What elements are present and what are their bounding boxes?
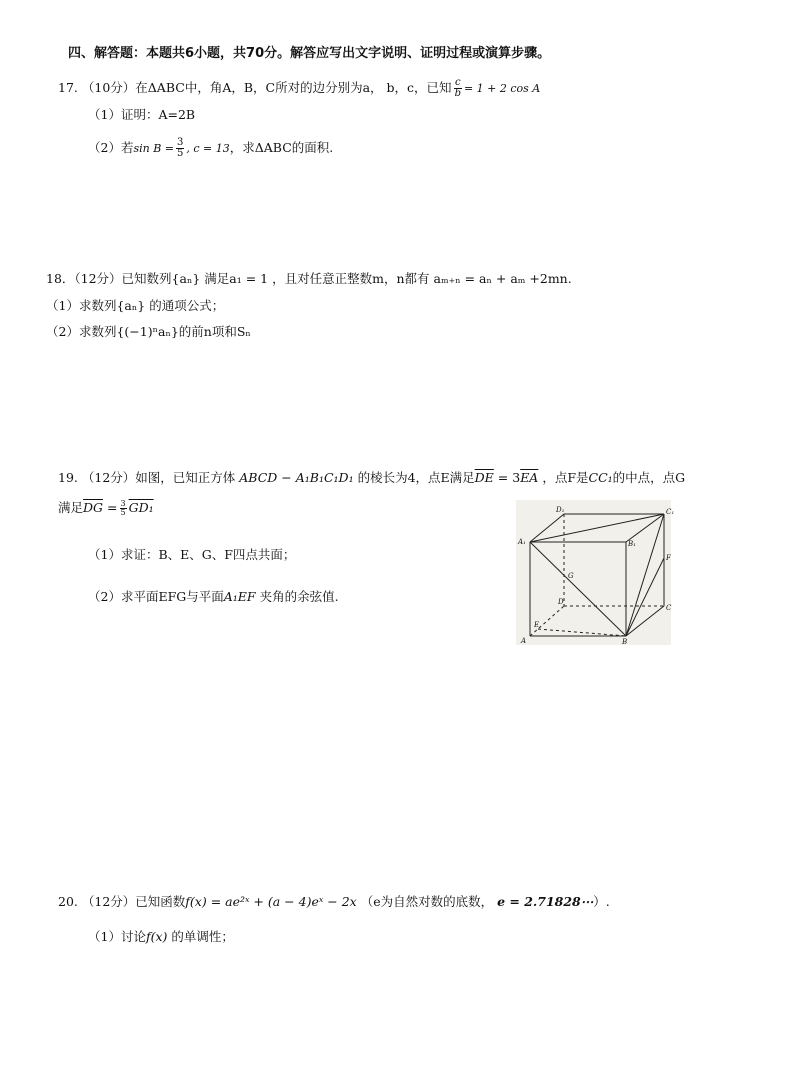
cube-diagram: [516, 500, 675, 646]
section-title: 四、解答题：本题共6小题，共70分。解答应写出文字说明、证明过程或演算步骤。: [68, 46, 551, 61]
q20-points: （12分）: [81, 894, 136, 909]
q19-stem-b: 的棱长为4，点E满足: [357, 470, 475, 485]
segment-e-b-hidden: [538, 629, 626, 636]
q20-e-value: e = 2.71828⋯: [497, 894, 594, 909]
q17-frac-den: b: [454, 88, 461, 99]
q17-p2-d: ，求ΔABC的面积.: [229, 140, 334, 155]
q17-part-1: （1）证明：A=2B: [88, 107, 196, 122]
q20-p1-b: f(x): [145, 929, 168, 944]
q19-stem-a: 如图，已知正方体: [135, 470, 236, 485]
q19-number: 19.: [58, 470, 78, 485]
q19-line-2: [58, 500, 154, 517]
segment-b-c1: [626, 514, 664, 636]
q19-part-2: [88, 589, 339, 605]
q17-fraction: [454, 78, 462, 99]
q17-p2-frac-num: 3: [177, 137, 184, 148]
question-18: [46, 271, 572, 287]
q20-function: f(x) = ae²ˣ + (a − 4)eˣ − 2x: [185, 894, 357, 909]
q19-frac-den: 5: [120, 508, 126, 517]
q19-line2-a: 满足: [58, 500, 84, 515]
q19-vec-de: $\overline{DE}$: [474, 470, 494, 485]
q18-part-2: （2）求数列{(−1)ⁿaₙ}的前n项和Sₙ: [46, 324, 251, 339]
cube-figure: [516, 500, 675, 646]
edge-a1-d1: [530, 514, 564, 542]
q20-part-1: [88, 929, 234, 945]
q18-part-1: （1）求数列{aₙ} 的通项公式；: [46, 298, 225, 313]
q20-number: 20.: [58, 894, 78, 909]
segment-a1-c1: [530, 514, 664, 542]
q17-p2-b: sin B =: [133, 142, 174, 155]
q17-number: 17.: [58, 80, 78, 95]
q19-fraction: [120, 500, 127, 517]
q19-eq2: =: [107, 500, 118, 515]
q17-p2-frac-den: 5: [177, 148, 184, 159]
q19-vec-gd1: GD₁: [128, 500, 154, 515]
q19-cube: ABCD − A₁B₁C₁D₁: [239, 470, 354, 485]
q19-vec-dg: $\overline{DG}$: [83, 500, 104, 515]
q20-p1-a: （1）讨论: [88, 929, 146, 944]
label-b: B: [622, 638, 628, 646]
edge-b-c: [626, 606, 664, 636]
q17-p2-a: （2）若: [88, 140, 134, 155]
segment-a1-b: [530, 542, 626, 636]
segment-b-f: [626, 558, 664, 636]
q18-stem: （12分）已知数列{aₙ} 满足a₁ = 1 ，且对任意正整数m，n都有 aₘ₊ₙ = aₙ + aₘ +2mn.: [74, 271, 572, 286]
question-19: [58, 470, 685, 486]
q19-stem-c: ，点F是: [542, 470, 589, 485]
q20-stem-c: ）.: [593, 894, 610, 909]
q19-p2-a: （2）求平面EFG与平面: [88, 589, 224, 604]
label-c1: C₁: [666, 508, 675, 516]
q19-eq1: = 3: [497, 470, 521, 485]
q17-points: （10分）: [81, 80, 136, 95]
q17-p2-fraction: [176, 138, 184, 159]
label-d1: D₁: [556, 506, 565, 514]
q17-stem-c: = 1 + 2 cos A: [463, 82, 541, 95]
q19-vec-ea: $\overline{EA}$: [520, 470, 539, 485]
label-f: F: [666, 554, 671, 562]
label-d: D: [558, 598, 564, 606]
question-20: [58, 894, 610, 910]
q20-stem-a: 已知函数: [135, 894, 186, 909]
label-c: C: [666, 604, 672, 612]
label-a: A: [521, 637, 527, 645]
q17-stem-a: 在ΔABC中，角A，B，C所对的边分别为a，: [135, 80, 383, 95]
question-17: [58, 78, 540, 99]
q19-p2-b: A₁EF: [223, 589, 256, 604]
q17-stem-b: b，c，已知: [386, 80, 452, 95]
q17-frac-num: c: [454, 77, 461, 88]
q19-frac-num: 3: [120, 499, 126, 508]
label-e: E: [534, 621, 540, 629]
label-g: G: [568, 572, 574, 580]
q19-part-1: （1）求证：B、E、G、F四点共面；: [88, 547, 296, 562]
q17-part-2: [88, 138, 333, 159]
q20-stem-b: （e为自然对数的底数，: [360, 894, 494, 909]
label-a1: A₁: [518, 538, 526, 546]
q19-cc1: CC₁: [588, 470, 613, 485]
q17-p2-c: , c = 13: [186, 142, 230, 155]
label-b1: B₁: [628, 540, 636, 548]
q18-number: 18．: [46, 271, 75, 286]
q19-stem-d: 的中点，点G: [612, 470, 686, 485]
q19-p2-c: 夹角的余弦值.: [255, 589, 339, 604]
q20-p1-c: 的单调性；: [167, 929, 234, 944]
q19-points: （12分）: [81, 470, 136, 485]
